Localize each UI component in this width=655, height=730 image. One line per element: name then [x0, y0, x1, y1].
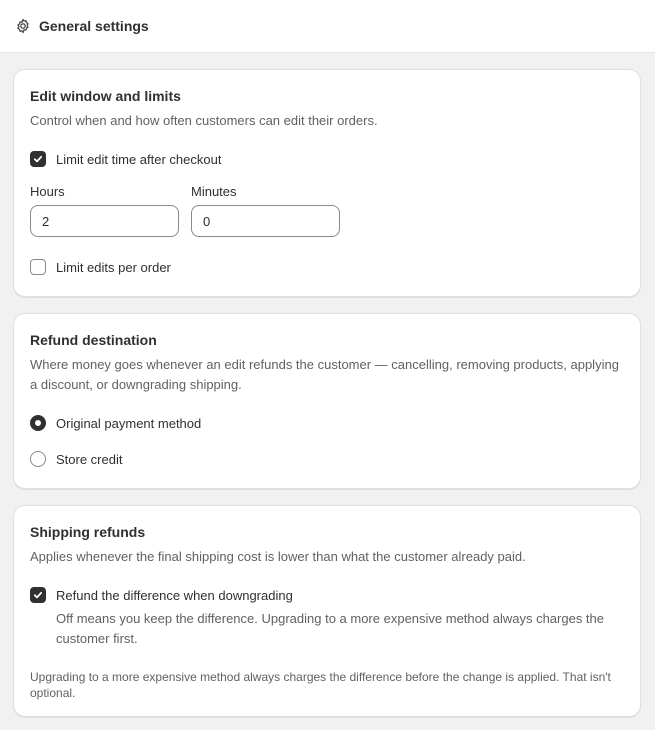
minutes-label: Minutes [191, 184, 237, 199]
page-header [0, 0, 655, 53]
page-title: General settings [39, 18, 149, 34]
hours-label: Hours [30, 184, 65, 199]
limit-edits-label: Limit edits per order [56, 259, 171, 275]
limit-edit-time-checkbox[interactable] [30, 151, 46, 167]
limit-edit-time-label: Limit edit time after checkout [56, 151, 222, 167]
upgrade-note: Upgrading to a more expensive method always charges the difference before the change is applied. That isn't optional. [30, 670, 611, 700]
original-payment-radio[interactable] [30, 415, 46, 431]
refund-destination-card [13, 313, 641, 489]
hours-input[interactable] [30, 205, 179, 237]
checkmark-icon [33, 154, 43, 164]
original-payment-label: Original payment method [56, 415, 202, 431]
card-title: Refund destination [30, 332, 157, 348]
card-title: Shipping refunds [30, 524, 146, 540]
card-title: Edit window and limits [30, 88, 181, 104]
gear-icon [15, 18, 31, 34]
store-credit-radio-row[interactable] [30, 451, 122, 467]
refund-difference-label: Refund the difference when downgrading [56, 587, 293, 603]
limit-edit-time-checkbox-row[interactable] [30, 151, 221, 167]
refund-difference-help-text: Off means you keep the difference. Upgrading to a more expensive method always charges the customer first. [56, 611, 605, 646]
minutes-input[interactable] [191, 205, 340, 237]
card-description: Applies whenever the final shipping cost is lower than what the customer already paid. [30, 549, 526, 564]
refund-difference-checkbox-row[interactable] [30, 587, 293, 603]
store-credit-radio[interactable] [30, 451, 46, 467]
card-description: Control when and how often customers can edit their orders. [30, 113, 378, 128]
shipping-refunds-card [13, 505, 641, 717]
checkmark-icon [33, 590, 43, 600]
limit-edits-checkbox-row[interactable] [30, 259, 171, 275]
store-credit-label: Store credit [56, 451, 123, 467]
card-description: Where money goes whenever an edit refunds the customer — cancelling, removing products, applying a discount, or downgrading shipping. [30, 357, 619, 392]
limit-edits-checkbox[interactable] [30, 259, 46, 275]
original-payment-radio-row[interactable] [30, 415, 201, 431]
refund-difference-checkbox[interactable] [30, 587, 46, 603]
edit-window-card [13, 69, 641, 297]
